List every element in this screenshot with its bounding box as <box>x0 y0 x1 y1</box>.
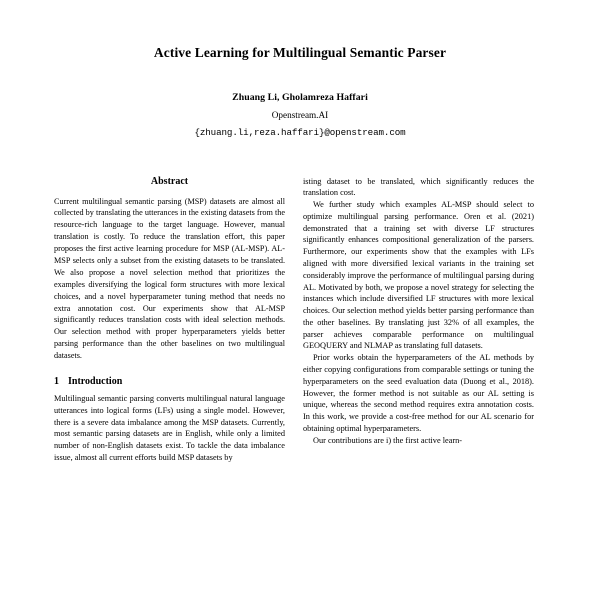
left-column <box>54 176 285 464</box>
abstract-text: Current multilingual semantic parsing (MSP) datasets are almost all collected by translating the utterances in the existing datasets from the resource-rich language to the target language. However, manual translation is costly. To reduce the translation effort, this paper proposes the first active learning procedure for MSP (AL-MSP). AL-MSP selects only a subset from the existing datasets to be translated. We also propose a novel selection method that prioritizes the examples diversifying the logical form structures with more lexical choices, and a novel hyperparameter tuning method that needs no extra annotation cost. Our experiments show that AL-MSP significantly reduces translation costs with ideal selection methods. Our selection method with proper hyperparameters yields better parsing performance than the other baselines on two multilingual datasets. <box>54 196 285 361</box>
affiliation: Openstream.AI <box>271 109 329 120</box>
page-title: Active Learning for Multilingual Semantic Parser <box>153 45 447 60</box>
right-paragraph-1: isting dataset to be translated, which significantly reduces the translation cost. <box>303 176 534 198</box>
section-heading-introduction <box>54 376 285 387</box>
abstract-heading: Abstract <box>150 175 189 187</box>
section-title: Introduction <box>68 376 123 388</box>
right-paragraph-3: Prior works obtain the hyperparameters of the AL methods by either copying configurations from comparable settings or tuning the hyperparameters on the seed evaluation data (Duong et al., 2018). However, the former method is not suitable as our AL setting is unique, whereas the second method requires extra annotation costs. In this work, we provide a cost-free method for our AL scenario for obtaining optimal hyperparameters. <box>303 353 534 433</box>
author-list: Zhuang Li, Gholamreza Haffari <box>232 91 368 103</box>
section-number: 1 <box>54 376 59 388</box>
author-email: {zhuang.li,reza.haffari}@openstream.com <box>194 126 406 138</box>
right-paragraph-2: We further study which examples AL-MSP should select to optimize multilingual parsing performance. Oren et al. (2021) demonstrated that a training set with diverse LF structures significantly enhances compositional generalization of the parsers. Furthermore, our experiments show that the examples with LFs aligned with more diversified lexical variants in the training set considerably improve the performance of multilingual parsing during AL. Motivated by both, we propose a novel strategy for selecting the instances which include diversified LF structures with more lexical choices. Our selection method yields better parsing performance than the other baselines. By translating just 32% of all examples, the parser achieves comparable performance on multilingual GEOQUERY and NLMAP as translating full datasets. <box>303 200 534 351</box>
intro-paragraph-1: Multilingual semantic parsing converts multilingual natural language utterances into logical forms (LFs) using a single model. However, there is a severe data imbalance among the MSP datasets. Currently, most semantic parsing datasets are in English, while only a limited number of non-English datasets exist. To tackle the data imbalance issue, almost all current efforts build MSP datasets by <box>54 394 285 462</box>
two-column-body <box>54 176 546 464</box>
right-column <box>303 176 534 464</box>
right-paragraph-4: Our contributions are i) the first active learn- <box>313 435 463 445</box>
